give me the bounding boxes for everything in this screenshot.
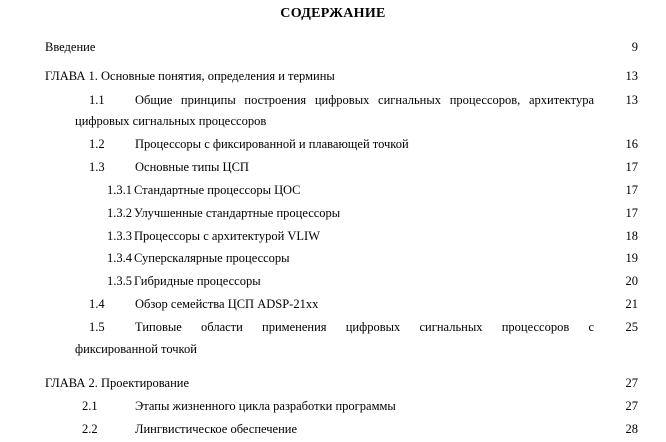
toc-page-number: 27 (625, 399, 638, 413)
toc-entry-chapter-2: ГЛАВА 2. Проектирование (45, 376, 189, 390)
toc-entry-section-1-1-line2: цифровых сигнальных процессоров (75, 114, 267, 128)
toc-entry-subsection-1-3-4: Суперскалярные процессоры (134, 251, 290, 265)
toc-page-number: 16 (625, 137, 638, 151)
toc-entry-section-1-5-line2: фиксированной точкой (75, 342, 197, 356)
toc-page-number: 17 (625, 206, 638, 220)
toc-page-number: 17 (625, 160, 638, 174)
toc-entry-section-1-4: Обзор семейства ЦСП ADSP-21xx (135, 297, 319, 311)
toc-entry-subsection-1-3-2: Улучшенные стандартные процессоры (134, 206, 341, 220)
toc-section-number: 2.1 (82, 399, 98, 413)
toc-subsection-number: 1.3.3 (107, 229, 132, 243)
toc-subsection-number: 1.3.5 (107, 274, 132, 288)
toc-entry-introduction: Введение (45, 40, 96, 54)
toc-page-number: 27 (625, 376, 638, 390)
toc-section-number: 1.1 (89, 93, 105, 107)
toc-page-number: 19 (625, 251, 638, 265)
toc-subsection-number: 1.3.1 (107, 183, 132, 197)
toc-entry-section-1-1-line1: Общие принципы построения цифровых сигнальных процессоров, архитектура (135, 93, 594, 107)
toc-subsection-number: 1.3.4 (107, 251, 132, 265)
toc-entry-section-2-1: Этапы жизненного цикла разработки программы (135, 399, 396, 413)
toc-entry-section-1-3: Основные типы ЦСП (135, 160, 249, 174)
toc-entry-section-1-5-line1: Типовые области применения цифровых сигнальных процессоров с (135, 320, 594, 334)
toc-section-number: 1.2 (89, 137, 105, 151)
toc-entry-section-2-2: Лингвистическое обеспечение (135, 422, 298, 436)
toc-page-number: 18 (625, 229, 638, 243)
toc-entry-section-1-2: Процессоры с фиксированной и плавающей точкой (135, 137, 409, 151)
toc-page-number: 13 (625, 69, 638, 83)
toc-section-number: 1.5 (89, 320, 105, 334)
toc-page-number: 28 (625, 422, 638, 436)
toc-page-number: 20 (625, 274, 638, 288)
toc-entry-subsection-1-3-1: Стандартные процессоры ЦОС (134, 183, 301, 197)
toc-entry-chapter-1: ГЛАВА 1. Основные понятия, определения и термины (45, 69, 335, 83)
toc-section-number: 1.4 (89, 297, 105, 311)
toc-page-number: 9 (631, 40, 638, 54)
toc-page-number: 13 (625, 93, 638, 107)
toc-entry-subsection-1-3-5: Гибридные процессоры (134, 274, 261, 288)
toc-page-number: 17 (625, 183, 638, 197)
toc-section-number: 1.3 (89, 160, 105, 174)
toc-title: СОДЕРЖАНИЕ (280, 6, 386, 21)
toc-subsection-number: 1.3.2 (107, 206, 132, 220)
toc-page-number: 21 (625, 297, 638, 311)
toc-entry-subsection-1-3-3: Процессоры с архитектурой VLIW (134, 229, 321, 243)
toc-page-number: 25 (625, 320, 638, 334)
toc-section-number: 2.2 (82, 422, 98, 436)
